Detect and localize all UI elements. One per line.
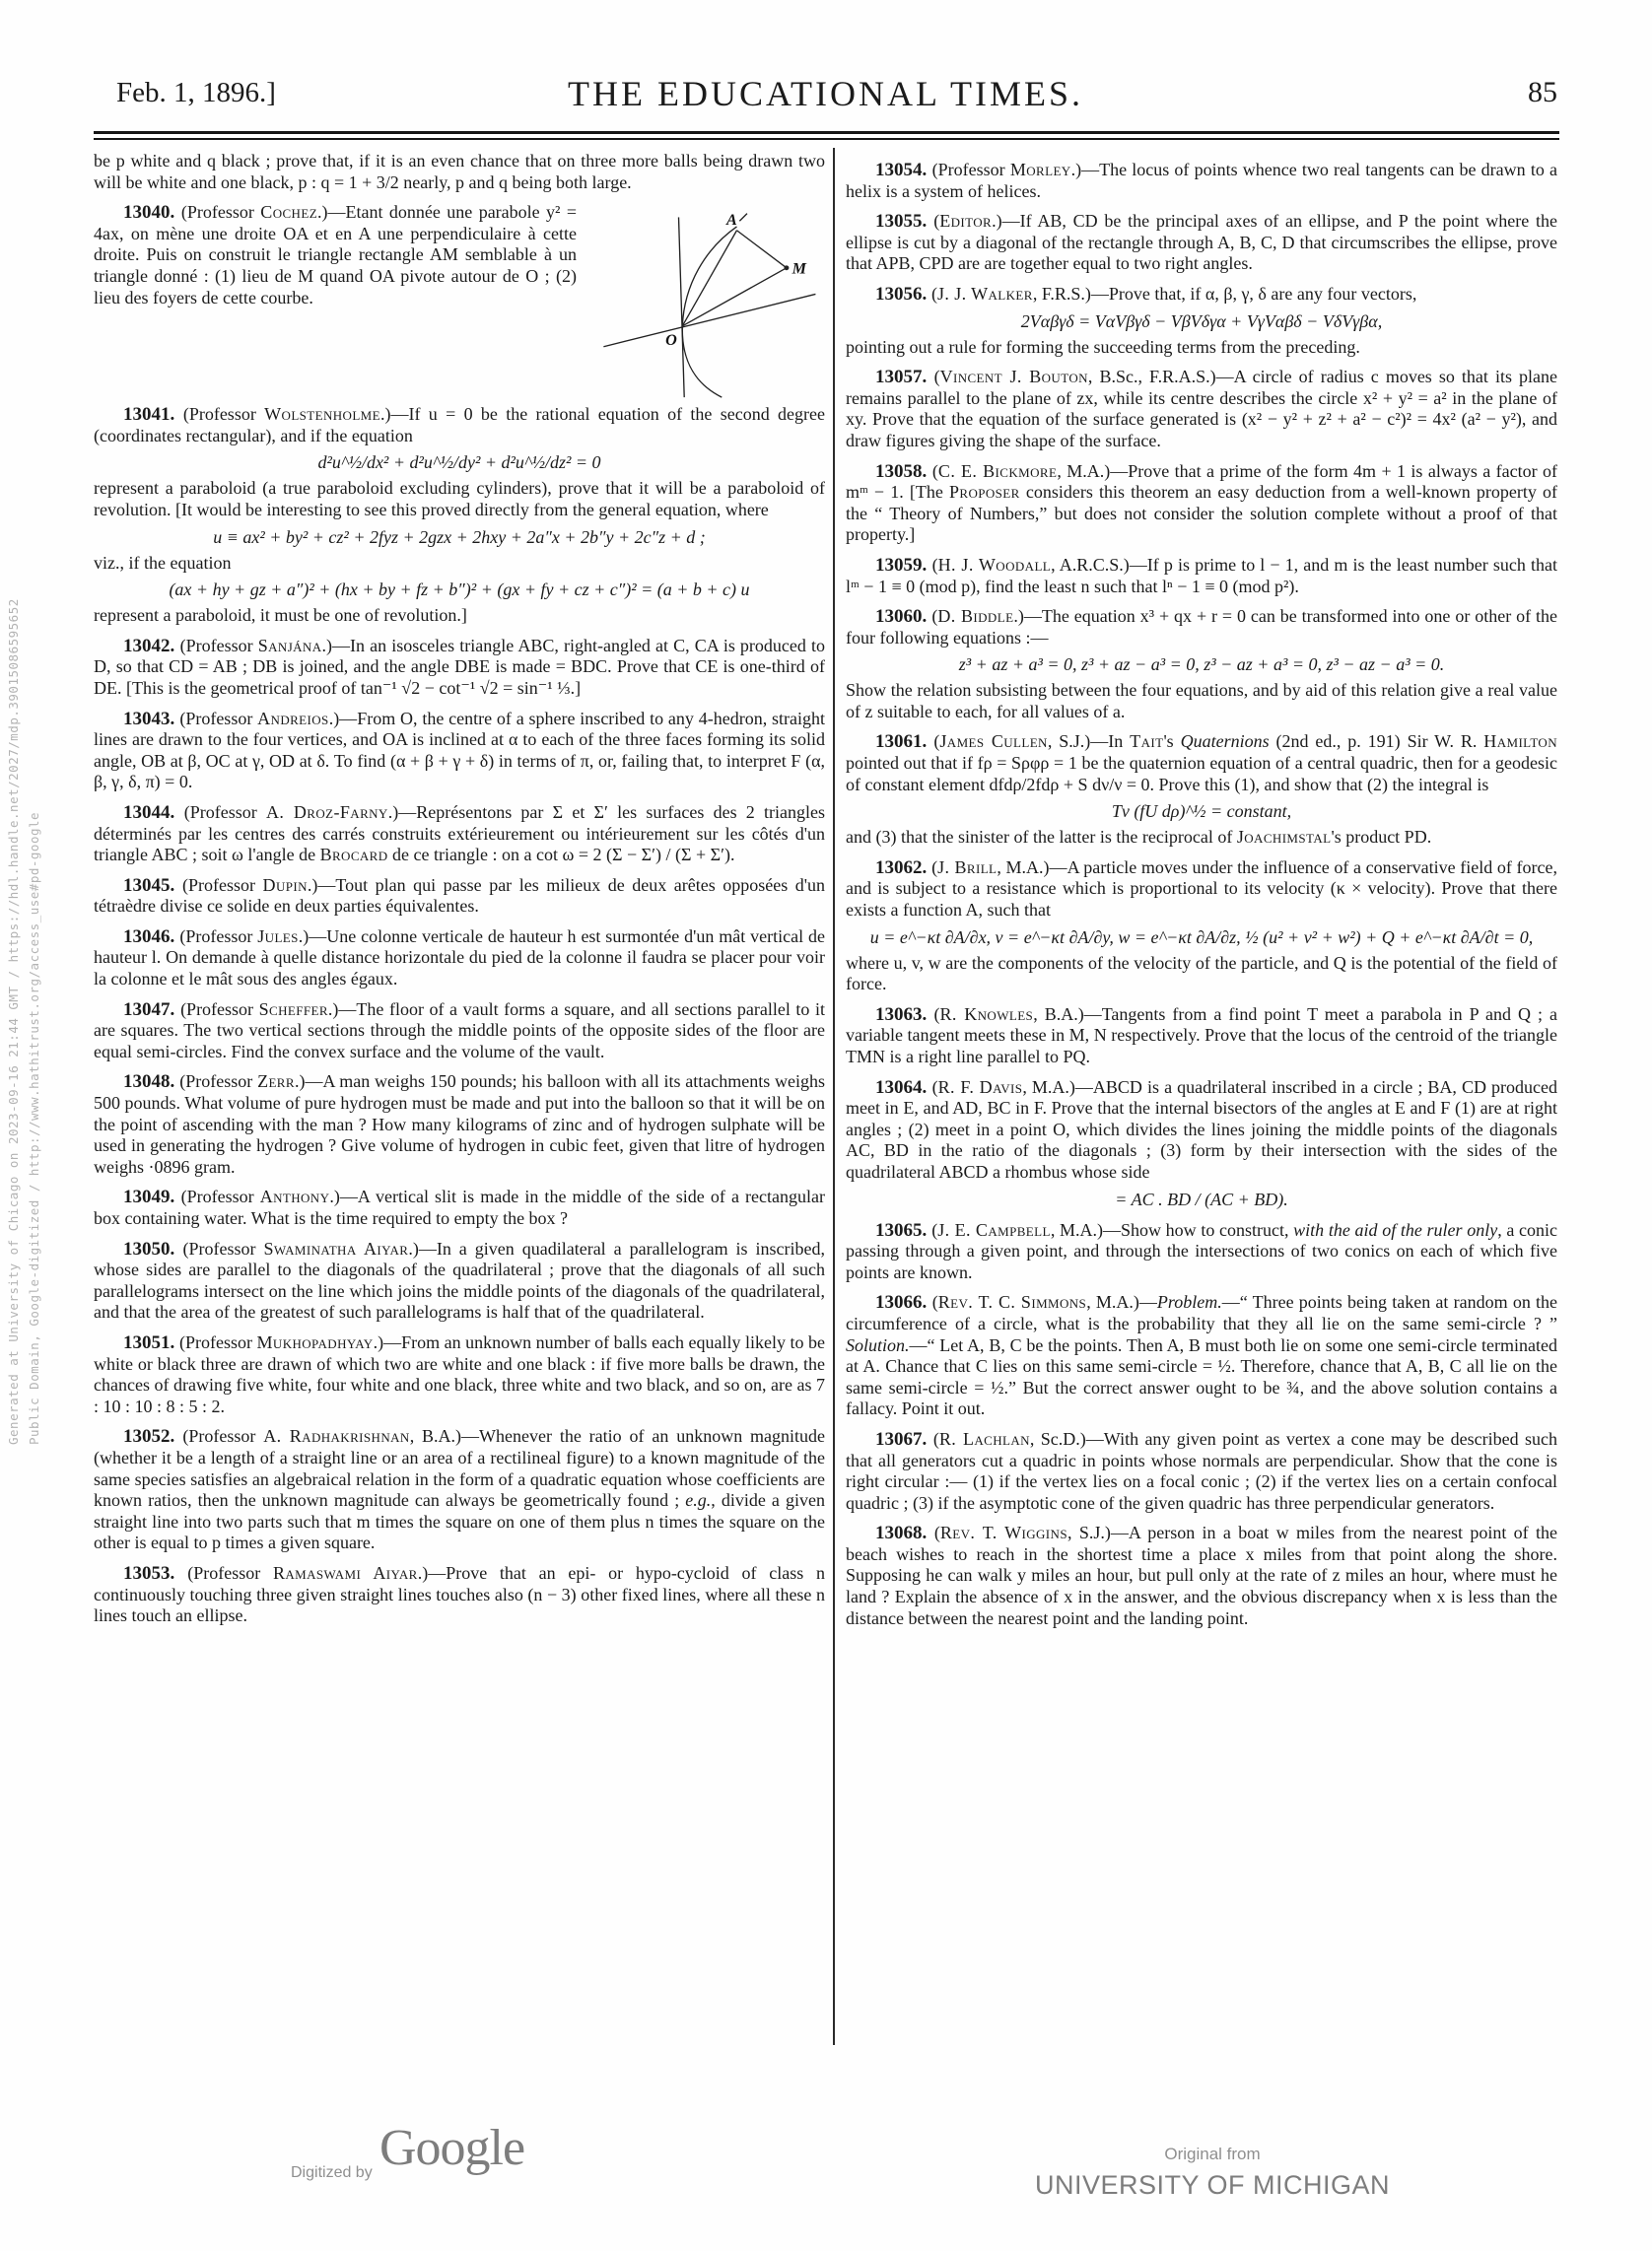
author-part: .)—	[992, 211, 1020, 232]
footer-digitized-by: Digitized by	[291, 2164, 373, 2181]
author-part: C. E. Bickmore	[937, 460, 1058, 481]
author-part: , S.J.)—	[1067, 1523, 1129, 1543]
equation: Tν (fU dρ)^½ = constant,	[1111, 801, 1292, 822]
text-run: A circle of radius c moves so that its plane remains parallel to the plane of zx, while its centre describes the circle x² + y² = a² in the plane of xy. Prove that the equation of the surface generated is (x² − y² + z² + a² − c²)² = 4x² (a² − y²), and draw figures giving the shape of the surface.	[846, 367, 1558, 450]
author-part: (	[933, 1003, 940, 1024]
parabola-figure	[590, 206, 825, 399]
text-run: Hamilton	[1483, 731, 1558, 752]
problem-number: 13054.	[875, 160, 932, 180]
text-run: Brocard	[319, 845, 388, 865]
author-part: Wolstenholme	[264, 404, 380, 425]
author-part: (	[931, 460, 938, 481]
author-part: .)—	[379, 404, 409, 425]
author-part: (Professor	[182, 874, 263, 895]
problem-13051	[94, 1332, 825, 1417]
text-run: , divide a given straight line into two parts such that m times the square on one of them plus n times the square on the other is equal to p times a given square.	[94, 1490, 825, 1553]
text-run: The locus of points whence two real tangents can be drawn to a helix is a system of helices.	[846, 160, 1557, 201]
text-run: In an isosceles triangle ABC, right-angled at C, CA is produced to D, so that CD = AB ; DB is joined, and the angle DBE is made = BDC. Prove that CE is one-third of DE. [This is the geometrical proof of tan⁻¹ √2 − cot⁻¹ √2 = sin⁻¹ ⅓.]	[94, 635, 826, 698]
text-run: If u = 0 be the rational equation of the second degree (coordinates rectangular), and if the equation	[94, 404, 825, 445]
problem-author	[181, 202, 346, 222]
text-run: (2nd ed., p. 191) Sir W. R.	[1269, 731, 1484, 752]
author-part: R. Knowles	[939, 1003, 1034, 1024]
author-part: Cochez	[260, 202, 318, 223]
problem-number: 13061.	[875, 731, 934, 753]
problem-author	[181, 1187, 358, 1206]
equation: z³ + az + a³ = 0, z³ + az − a³ = 0, z³ − az + a³ = 0, z³ − az − a³ = 0.	[958, 654, 1445, 675]
author-part: .)—	[298, 925, 327, 946]
text-run: considers this theorem an easy deduction from a well-known property of the “ Theory of Numbers,” but does not consider the solution complete without a proof of that property.]	[846, 482, 1557, 545]
problem-number: 13046.	[123, 925, 180, 947]
author-part: .)—	[1013, 606, 1042, 627]
page-title: THE EDUCATIONAL TIMES.	[568, 74, 1083, 113]
author-part: (	[931, 283, 937, 304]
text-run: Proposer	[948, 482, 1020, 503]
text-run: and (3) that the sinister of the latter is the reciprocal of	[846, 827, 1237, 848]
problem-13059	[846, 555, 1557, 597]
problem-author	[932, 160, 1099, 179]
problem-author	[180, 999, 356, 1019]
equation: (ax + hy + gz + a″)² + (hx + by + fz + b″)² + (gx + fy + cz + c″)² = (a + b + c) u	[169, 580, 750, 600]
text-run: —“ Let A, B, C be the points. Then A, B must both lie on some one semi-circle terminated at A. Chance that C lies on this same semi-circle = ½. Therefore, chance that A, B, C all lie on the same semi-circle = ½.” But the correct answer ought to be ¾, and the above solution contains a fallacy. Point it out.	[846, 1334, 1557, 1419]
problem-13041	[94, 404, 825, 627]
footer-source-library: UNIVERSITY OF MICHIGAN	[1034, 2170, 1391, 2200]
figure-label-o: O	[665, 332, 677, 350]
author-part: Morley	[1009, 160, 1071, 179]
text-run: The floor of a vault forms a square, and all sections parallel to it are squares. The two vertical sections through the middle points of the opposite sides of the floor are equal semi-circles. Find the convex surface and the volume of the vault.	[94, 998, 825, 1061]
author-part: Ramaswami Aiyar	[272, 1562, 418, 1583]
author-part: (	[933, 1523, 940, 1543]
text-run: From O, the centre of a sphere inscribed to any 4-hedron, straight lines are drawn to the four vertices, and OA is inclined at α to each of the three faces forming its solid angle, OB at β, OC at γ, OD at δ. To find (α + β + γ + δ) in terms of π, or, failing that, to interpret F (α, β, γ, δ, π) = 0.	[94, 708, 826, 792]
continuation-paragraph	[94, 151, 825, 193]
text-run: where u, v, w are the components of the velocity of the particle, and Q is the potential of the field of force.	[846, 952, 1557, 994]
text-run: Tout plan qui passe par les milieux de deux arêtes opposées d'un tétraèdre divise ce solide en deux parties équivalentes.	[94, 874, 825, 917]
text-run: de ce triangle : on a cot ω = 2 (Σ − Σ′) / (Σ + Σ′).	[387, 845, 735, 865]
problem-number: 13052.	[123, 1426, 183, 1448]
problem-author	[934, 1523, 1129, 1542]
text-run: Prove that an epi- or hypo-cycloid of class n continuously touching three given straight lines touches also (n − 3) other fixed lines, where all these n lines touch an ellipse.	[94, 1562, 825, 1626]
problem-number: 13065.	[875, 1219, 932, 1241]
problem-author	[931, 284, 1109, 304]
text-run: , a conic passing through a given point, and through the intersections of two conics on each of which five points are known.	[846, 1219, 1558, 1282]
author-part: , B.A.)—	[409, 1426, 480, 1447]
problem-number: 13048.	[123, 1071, 180, 1093]
author-part: .)—	[317, 202, 346, 223]
author-part: , M.A.)—	[997, 856, 1067, 877]
problem-13043	[94, 709, 825, 793]
text-run: Représentons par Σ et Σ′ les surfaces des 2 triangles déterminés par les centres des carrés construits extérieurement ou intérieurement sur les côtés d'un triangle ABC ; soit ω l'angle de	[94, 801, 826, 865]
author-part: (	[931, 554, 938, 575]
equation: = AC . BD / (AC + BD).	[1115, 1189, 1288, 1209]
problem-number: 13058.	[875, 460, 932, 482]
problem-number: 13066.	[875, 1292, 932, 1314]
author-part: (	[931, 856, 938, 877]
author-part: Dupin	[262, 874, 308, 895]
text-run: pointing out a rule for forming the succeeding terms from the preceding.	[846, 336, 1360, 357]
problem-13044	[94, 802, 825, 866]
author-part: , F.R.S.)—	[1032, 283, 1109, 304]
author-part: , B.A.)—	[1033, 1003, 1102, 1024]
problem-number: 13040.	[123, 202, 181, 224]
author-part: .)—	[294, 1071, 323, 1092]
author-part: .)—	[327, 998, 357, 1019]
text-run: Tait	[1130, 731, 1164, 752]
problem-number: 13049.	[123, 1187, 181, 1208]
author-part: (Professor	[182, 1238, 264, 1259]
text-run: —“ Three points being taken at random on the circumference of a circle, what is the probability that they all lie on the same semi-circle ? ”	[846, 1292, 1558, 1333]
author-part: J. Brill	[937, 856, 998, 877]
problem-author	[933, 211, 1019, 231]
header-rule-top	[94, 131, 1559, 134]
problem-author	[932, 555, 1147, 575]
figure-label-m: M	[792, 260, 807, 278]
author-part: Rev. T. Wiggins	[939, 1523, 1067, 1543]
problem-13042	[94, 636, 825, 700]
watermark-line-1: Generated at University of Chicago on 2023-09-16 21:44 GMT / https://hdl.handle.net/2027/mdp.39015086595652	[6, 598, 21, 1445]
problem-13068	[846, 1523, 1557, 1629]
problem-number: 13053.	[123, 1562, 188, 1584]
author-part: (	[933, 367, 940, 387]
equation: u ≡ ax² + by² + cz² + 2fyz + 2gzx + 2hxy + 2a″x + 2b″y + 2c″z + d ;	[213, 526, 706, 547]
author-part: R. Lachlan	[938, 1428, 1030, 1449]
author-part: Vincent J. Bouton	[939, 367, 1088, 387]
problem-13067	[846, 1429, 1557, 1514]
right-column	[846, 151, 1557, 1629]
problem-13049	[94, 1187, 825, 1229]
problem-13045	[94, 875, 825, 918]
watermark-line-2: Public Domain, Google-digitized / http://www.hathitrust.org/access_use#pd-google	[27, 811, 41, 1445]
text-run: e.g.	[685, 1490, 712, 1511]
problem-author	[187, 1563, 446, 1583]
problem-number: 13047.	[123, 998, 181, 1020]
author-part: , A.R.C.S.)—	[1051, 554, 1147, 575]
problem-13065	[846, 1220, 1557, 1284]
problem-author	[931, 1220, 1121, 1240]
author-part: (Professor	[179, 1331, 257, 1352]
problem-13053	[94, 1563, 825, 1627]
text-run: Show the relation subsisting between the four equations, and by aid of this relation give a real value of z suitable to each, for all values of a.	[846, 680, 1557, 721]
problem-author	[932, 1077, 1093, 1097]
author-part: , S.J.)—	[1047, 731, 1109, 752]
author-part: (	[931, 1219, 938, 1240]
problem-13052	[94, 1426, 825, 1554]
problem-number: 13041.	[123, 404, 183, 426]
text-run: Show how to construct,	[1120, 1219, 1294, 1240]
text-run: represent a paraboloid (a true paraboloid excluding cylinders), prove that it will be a paraboloid of revolution. [It would be interesting to see this proved directly from the general equation, where	[94, 478, 825, 519]
problem-13054	[846, 160, 1557, 202]
problem-13055	[846, 211, 1557, 275]
equation: 2Vαβγδ = VαVβγδ − VβVδγα + VγVαβδ − VδVγβα,	[1020, 310, 1383, 331]
author-part: (Professor	[931, 160, 1010, 179]
author-part: (	[933, 731, 940, 752]
author-part: , M.A.)—	[1057, 460, 1129, 481]
text-run: viz., if the equation	[94, 552, 232, 573]
problem-author	[933, 731, 1108, 751]
text-run: A particle moves under the influence of a conservative field of force, and is subject to a resistance which is proportional to its velocity (κ × velocity). Prove that there exists a function A, such that	[846, 856, 1558, 921]
footer-original-from: Original from	[1164, 2145, 1261, 2163]
author-part: .)—	[373, 1331, 402, 1352]
text-run: Prove that, if α, β, γ, δ are any four vectors,	[1108, 283, 1417, 304]
author-part: .)—	[1070, 160, 1100, 179]
text-run: 's product PD.	[1331, 827, 1432, 848]
text-run: Tangents from a find point T meet a parabola in P and Q ; a variable tangent meets these in M, N respectively. Prove that the locus of the centroid of the triangle TMN is a right line parallel to PQ.	[846, 1003, 1557, 1066]
author-part: Swaminatha Aiyar	[263, 1238, 409, 1259]
author-part: .)—	[417, 1562, 447, 1583]
problem-author	[932, 461, 1128, 481]
author-part: (Professor	[187, 1562, 273, 1583]
problem-number: 13057.	[875, 367, 934, 388]
author-part: J. E. Campbell	[937, 1219, 1051, 1240]
problem-13057	[846, 367, 1557, 451]
author-part: (Professor	[180, 202, 261, 223]
author-part: .)—	[328, 708, 358, 728]
author-part: (Professor	[180, 1187, 260, 1207]
author-part: .)—	[387, 801, 417, 822]
text-run: A vertical slit is made in the middle of the side of a rectangular box containing water. What is the time required to empty the box ?	[94, 1187, 826, 1228]
problem-13047	[94, 999, 825, 1063]
text-run: If p is prime to l − 1, and m is the least number such that lᵐ − 1 ≡ 0 (mod p), find the least n such that lⁿ − 1 ≡ 0 (mod p²).	[846, 554, 1557, 596]
problem-number: 13056.	[875, 283, 931, 305]
author-part: H. J. Woodall	[937, 554, 1052, 575]
author-part: James Cullen	[939, 731, 1048, 752]
author-part: (	[931, 606, 938, 627]
problem-number: 13050.	[123, 1238, 183, 1260]
problem-author	[931, 857, 1067, 877]
text-run: Problem.	[1156, 1292, 1222, 1313]
header-date: Feb. 1, 1896.]	[116, 77, 276, 108]
author-part: (Professor	[179, 925, 258, 946]
problem-13062	[846, 857, 1557, 995]
author-part: , M.A.)—	[1022, 1076, 1093, 1097]
author-part: .)—	[408, 1238, 437, 1259]
text-run: Prove that a prime of the form 4m + 1 is always a factor of mᵐ − 1. [The	[846, 460, 1558, 503]
problem-author	[179, 1332, 401, 1352]
author-part: R. F. Davis	[937, 1076, 1023, 1097]
author-part: Scheffer	[258, 998, 328, 1019]
problem-number: 13064.	[875, 1076, 932, 1098]
problem-13061	[846, 731, 1557, 848]
problem-author	[933, 1429, 1104, 1449]
problem-author	[182, 1239, 436, 1259]
problem-number: 13060.	[875, 606, 932, 628]
text-run: With any given point as vertex a cone may be described such that all generators cut a quadric in points whose normals are perpendicular. Show that the cone is right circular :— (1) if the vertex lies on a focal conic ; (2) if the vertex lies on a certain confocal quadric ; (3) if the asymptotic cone of the given quadric has three perpendicular generators.	[846, 1428, 1558, 1513]
author-part: , M.A.)—	[1050, 1219, 1121, 1240]
problem-13056	[846, 284, 1557, 358]
text-run: Quaternions	[1180, 731, 1270, 752]
problem-number: 13062.	[875, 856, 932, 878]
problem-13040	[94, 202, 825, 395]
problem-number: 13063.	[875, 1003, 934, 1025]
problem-13060	[846, 606, 1557, 722]
author-part: (Professor	[179, 1071, 258, 1092]
author-part: (Professor	[182, 1426, 264, 1447]
author-part: J. J. Walker	[937, 283, 1033, 304]
problem-13046	[94, 926, 825, 990]
problem-author	[934, 1004, 1102, 1024]
problem-author	[931, 606, 1042, 626]
problem-author	[182, 875, 335, 895]
problem-author	[934, 367, 1234, 386]
equation: u = e^−κt ∂A/∂x, v = e^−κt ∂A/∂y, w = e^−κt ∂A/∂z, ½ (u² + v² + w²) + Q + e^−κt ∂A/∂t = 0,	[869, 926, 1534, 947]
text-run: 's	[1163, 731, 1181, 752]
text-run: A man weighs 150 pounds; his balloon with all its attachments weighs 500 pounds. What volume of pure hydrogen must be made and put into the balloon so that it will be on the point of ascending with the man ? How many kilograms of zinc and of hydrogen sulphate will be used in generating the hydrogen ? Give volume of hydrogen in cubic feet, given that litre of hydrogen weighs ·0896 gram.	[94, 1071, 825, 1177]
author-part: .)—	[307, 874, 336, 895]
left-column	[94, 151, 825, 1627]
author-part: Zerr	[257, 1071, 295, 1092]
text-run: represent a paraboloid, it must be one of revolution.]	[94, 605, 467, 626]
figure-label-a: A	[726, 212, 737, 230]
problem-author	[180, 636, 350, 655]
author-part: (	[933, 211, 940, 232]
text-run: Etant donnée une parabole y² = 4ax, on mène une droite OA et en A une perpendiculaire à cette droite. Puis on construit le triangle rectangle AM semblable à un triangle donné : (1) lieu de M quand OA pivote autour de O ; (2) lieu des foyers de cette courbe.	[94, 202, 577, 307]
equation: d²u^½/dx² + d²u^½/dy² + d²u^½/dz² = 0	[317, 452, 601, 473]
author-part: Rev. T. C. Simmons	[937, 1292, 1087, 1313]
text-run: From an unknown number of balls each equally likely to be white or black three are drawn of which two are white and one black : if five more balls be drawn, the chances of drawing five white, four white and one black, three white and two black, and so on, are as 7 : 10 : 10 : 8 : 5 : 2.	[94, 1331, 825, 1416]
author-part: Anthony	[259, 1187, 330, 1207]
author-part: A. Droz-Farny	[265, 801, 388, 822]
problem-number: 13044.	[123, 801, 184, 823]
header-page-number: 85	[1528, 76, 1557, 108]
text-run: If AB, CD be the principal axes of an ellipse, and P the point where the ellipse is cut by a diagonal of the rectangle through A, B, C, D that circumscribes the ellipse, prove that APB, CPD are are together equal to two right angles.	[846, 211, 1558, 274]
text-run: In	[1108, 731, 1131, 752]
problem-number: 13051.	[123, 1331, 179, 1353]
author-part: Jules	[257, 925, 299, 946]
text-run: ABCD is a quadrilateral inscribed in a circle ; BA, CD produced meet in E, and AD, BC in F. Prove that the internal bisectors of the angles at E and F (1) are at right angles ; (2) meet in a point O, which divides the lines joining the middle points of the diagonals AC, BD in the ratio of the diagonals ; (3) form by their intersection with the sides of the quadrilateral ABCD a rhombus whose side	[846, 1076, 1558, 1182]
google-logo: Google	[379, 2120, 525, 2176]
author-part: .)—	[321, 635, 351, 655]
text-run: with the aid of the ruler only	[1293, 1219, 1498, 1240]
text-run: Solution.	[846, 1334, 910, 1355]
problem-number: 13059.	[875, 554, 932, 576]
text-run: Joachimstal	[1236, 827, 1332, 848]
problem-author	[179, 926, 326, 946]
problem-number: 13055.	[875, 211, 934, 233]
author-part: A. Radhakrishnan	[263, 1426, 410, 1447]
header-rule-bottom	[94, 138, 1559, 140]
author-part: Andreios	[257, 708, 329, 728]
author-part: (Professor	[182, 404, 265, 425]
problem-13063	[846, 1004, 1557, 1068]
problem-author	[184, 802, 416, 822]
author-part: Sanjána	[257, 635, 322, 655]
author-part: (Professor	[179, 708, 258, 728]
text-run: The equation x³ + qx + r = 0 can be transformed into one or other of the four following equations :—	[846, 606, 1557, 648]
problem-number: 13042.	[123, 635, 180, 656]
author-part: Mukhopadhyay	[256, 1331, 374, 1352]
author-part: , M.A.)—	[1086, 1292, 1157, 1313]
text-run: Whenever the ratio of an unknown magnitude (whether it be a length of a straight line or an area of a rectilineal figure) to a known magnitude of the same species satisfies an algebraical relation in the form of a quadratic equation whose coefficients are known ratios, then the unknown magnitude can always be geometrically found ;	[94, 1426, 826, 1511]
text-run: In a given quadilateral a parallelogram is inscribed, whose sides are parallel to the diagonals of the quadrilateral ; prove that the diagonals of all such parallelograms intersect on the line which joins the middle points of the diagonals of the quadrilateral, and that the area of the greatest of such parallelograms is half that of the quadrilateral.	[94, 1238, 825, 1323]
column-divider	[833, 148, 835, 2045]
problem-13064	[846, 1077, 1557, 1211]
text-run: A person in a boat w miles from the nearest point of the beach wishes to reach in the shortest time a place x miles from that point along the shore. Supposing he can walk y miles an hour, but pull only at the rate of z miles an hour, where must he land ? Explain the absence of x in the answer, and the obvious discrepancy when x is less than the distance between the nearest point and the landing point.	[846, 1523, 1558, 1628]
author-part: (	[931, 1076, 938, 1097]
text-run: be p white and q black ; prove that, if it is an even chance that on three more balls being drawn two will be white and one black, p : q = 1 + 3/2 nearly, p and q being both large.	[94, 151, 825, 192]
problem-number: 13068.	[875, 1523, 934, 1544]
author-part: (Professor	[179, 635, 258, 655]
author-part: , B.Sc., F.R.A.S.)—	[1087, 367, 1234, 387]
problem-author	[179, 709, 357, 728]
author-part: , Sc.D.)—	[1029, 1428, 1104, 1449]
author-part: (	[932, 1428, 939, 1449]
author-part: (	[931, 1292, 938, 1313]
problem-author	[183, 404, 409, 424]
author-part: (Professor	[180, 998, 259, 1019]
text-run: Une colonne verticale de hauteur h est surmontée d'un mât vertical de hauteur l. On demande à quelle distance horizontale du pied de la colonne il faudra se placer pour voir la colonne et le mât sous des angles égaux.	[94, 925, 825, 989]
problem-number: 13067.	[875, 1428, 933, 1450]
problem-author	[932, 1292, 1157, 1312]
author-part: Editor	[939, 211, 993, 232]
author-part: (Professor	[183, 801, 266, 822]
problem-number: 13045.	[123, 874, 183, 896]
problem-13048	[94, 1071, 825, 1178]
problem-number: 13043.	[123, 708, 180, 729]
problem-13040-figure	[590, 206, 825, 399]
author-part: D. Biddle	[937, 606, 1014, 627]
problem-13058	[846, 461, 1557, 546]
problem-author	[182, 1426, 479, 1446]
text-run: pointed out that if fρ = Sρφρ = 1 be the quaternion equation of a central quadric, then for a geodesic of constant element dfdρ/2fdρ + S dν/ν = 0. Prove this (1), and show that (2) the integral is	[846, 753, 1557, 794]
problem-13066	[846, 1292, 1557, 1420]
problem-author	[179, 1071, 322, 1091]
author-part: .)—	[329, 1187, 358, 1207]
point-m-dot	[784, 266, 789, 271]
problem-13050	[94, 1239, 825, 1324]
